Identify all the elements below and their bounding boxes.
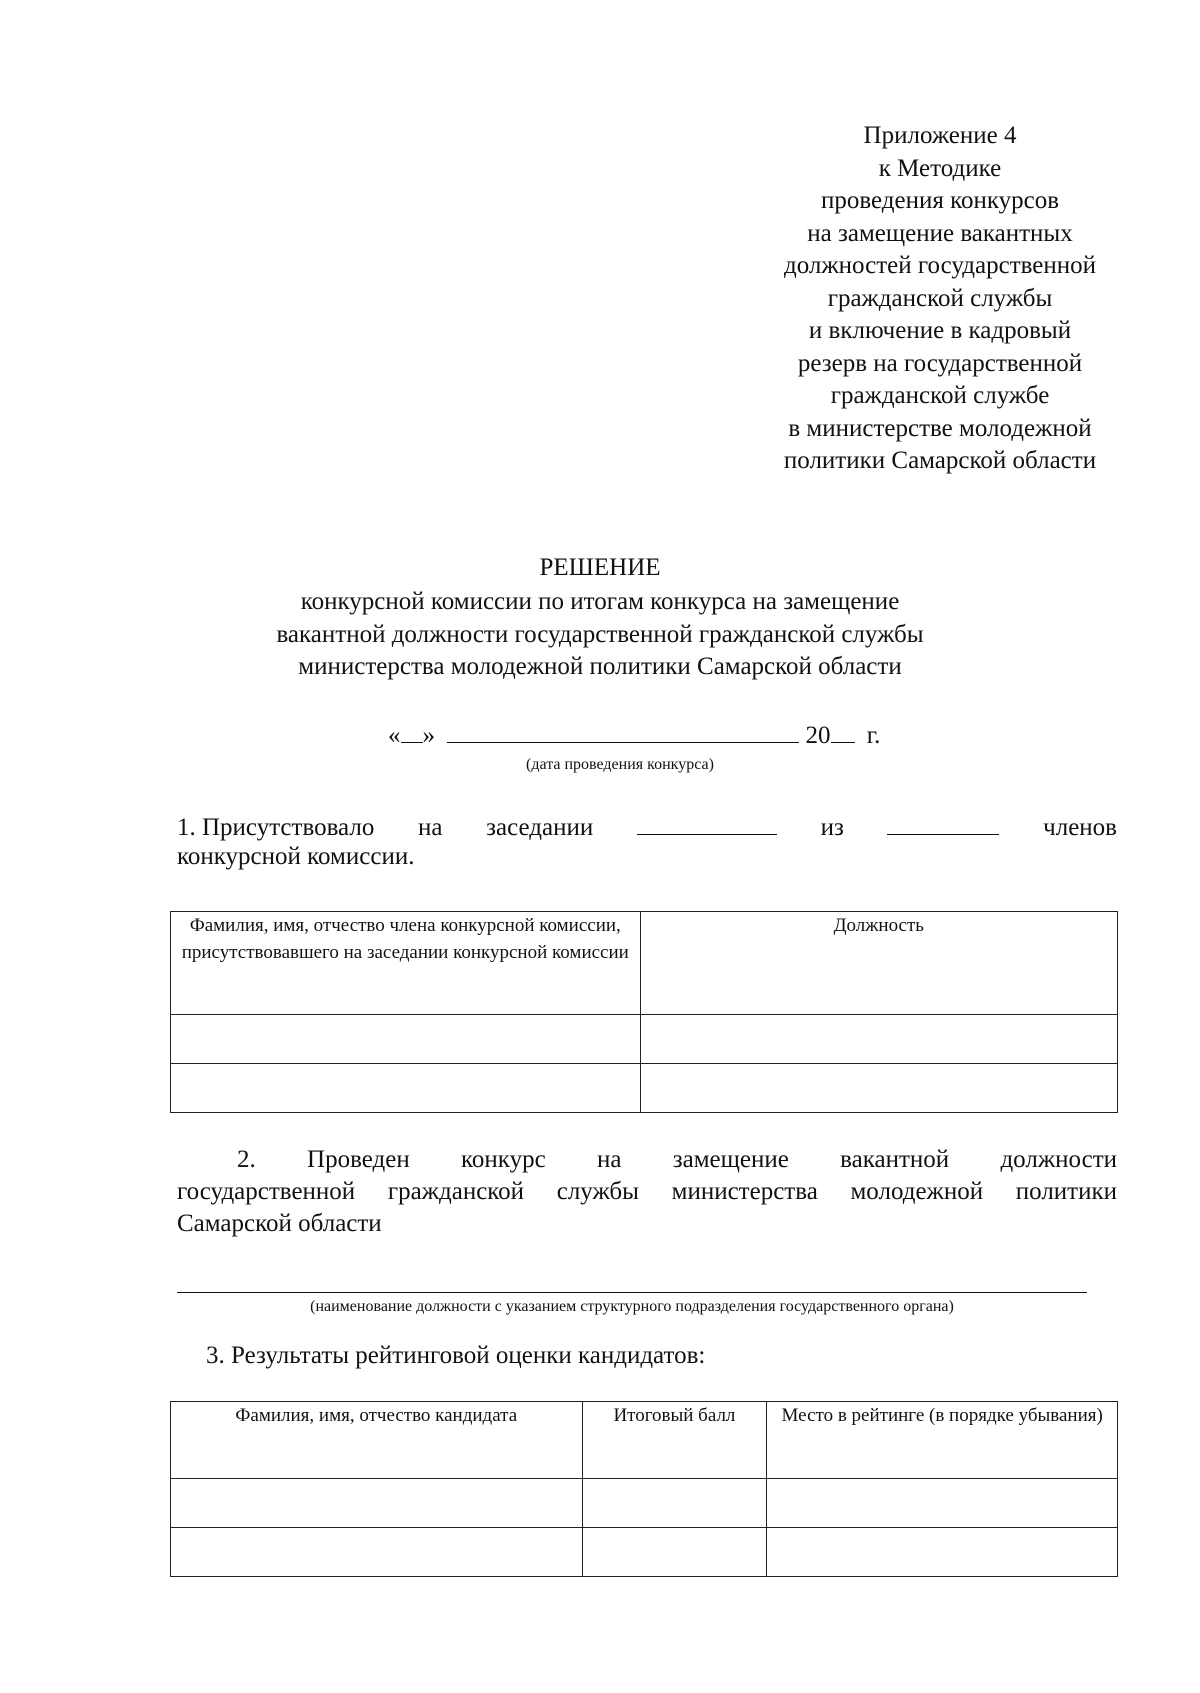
subtitle-line: министерства молодежной политики Самарской области bbox=[298, 653, 902, 680]
section2-line bbox=[177, 1144, 1117, 1176]
day-blank[interactable] bbox=[401, 720, 423, 743]
section2-word: вакантной bbox=[840, 1146, 950, 1173]
month-blank[interactable] bbox=[447, 720, 799, 743]
section2-word: государственной bbox=[177, 1178, 356, 1205]
table-cell[interactable] bbox=[582, 1479, 767, 1528]
appendix-line: должностей государственной bbox=[783, 252, 1097, 279]
table-header-row bbox=[171, 1402, 1118, 1479]
table-cell[interactable] bbox=[582, 1528, 767, 1577]
column-header-member-name: Фамилия, имя, отчество члена конкурсной комиссии, присутствовавшего на заседании конкурсной комиссии bbox=[171, 912, 641, 1015]
appendix-line: в министерстве молодежной bbox=[788, 414, 1092, 442]
section1-continuation: конкурсной комиссии. bbox=[177, 843, 415, 870]
date-line bbox=[388, 720, 880, 751]
section2-word: на bbox=[596, 1146, 622, 1173]
subtitle-line: конкурсной комиссии по итогам конкурса на замещение bbox=[300, 588, 900, 615]
section1-word: из bbox=[820, 814, 844, 841]
column-header-rating-place: Место в рейтинге (в порядке убывания) bbox=[767, 1402, 1118, 1479]
document-subtitle bbox=[200, 586, 1000, 684]
year-blank[interactable] bbox=[831, 720, 855, 743]
commission-members-table bbox=[170, 911, 1118, 1113]
appendix-line: гражданской службы bbox=[827, 284, 1053, 312]
appendix-line: резерв на государственной bbox=[797, 349, 1083, 377]
position-name-caption: (наименование должности с указанием структурного подразделения государственного органа) bbox=[310, 1298, 954, 1315]
appendix-line: гражданской службе bbox=[830, 382, 1050, 409]
section2-line: Самарской области bbox=[177, 1210, 382, 1237]
section2-word: конкурс bbox=[461, 1146, 546, 1173]
section1-word: на bbox=[418, 814, 443, 841]
column-header-total-score: Итоговый балл bbox=[582, 1402, 767, 1479]
date-caption: (дата проведения конкурса) bbox=[526, 756, 714, 773]
section2-paragraph bbox=[177, 1144, 1117, 1240]
appendix-line: проведения конкурсов bbox=[820, 187, 1060, 214]
document-title: РЕШЕНИЕ bbox=[539, 554, 661, 581]
date-open-quote: « bbox=[388, 722, 401, 749]
section3-heading: 3. Результаты рейтинговой оценки кандидатов: bbox=[206, 1342, 706, 1369]
section2-word: молодежной bbox=[850, 1178, 984, 1205]
section2-word: политики bbox=[1015, 1178, 1117, 1205]
appendix-line: Приложение 4 bbox=[863, 122, 1017, 149]
table-header-row bbox=[171, 912, 1118, 1015]
table-cell[interactable] bbox=[171, 1479, 583, 1528]
table-cell[interactable] bbox=[171, 1064, 641, 1113]
subtitle-line: вакантной должности государственной гражданской службы bbox=[276, 620, 924, 648]
appendix-line: к Методике bbox=[878, 154, 1002, 182]
total-count-blank[interactable] bbox=[887, 810, 999, 835]
date-close-quote: » bbox=[422, 722, 435, 749]
section1-word: Присутствовало bbox=[202, 814, 375, 841]
candidate-rating-table bbox=[170, 1401, 1118, 1577]
column-header-candidate-name: Фамилия, имя, отчество кандидата bbox=[171, 1402, 583, 1479]
section1-lead bbox=[177, 813, 374, 843]
table-row bbox=[171, 1479, 1118, 1528]
section2-word: Проведен bbox=[307, 1146, 410, 1173]
section2-word: службы bbox=[556, 1178, 639, 1205]
section2-word: замещение bbox=[672, 1146, 789, 1173]
section1-word: заседании bbox=[486, 814, 594, 841]
section2-number: 2. bbox=[237, 1146, 256, 1173]
table-row bbox=[171, 1528, 1118, 1577]
position-name-blank[interactable] bbox=[177, 1292, 1087, 1293]
section1-word: членов bbox=[1043, 814, 1117, 841]
table-cell[interactable] bbox=[640, 1064, 1117, 1113]
appendix-line: политики Самарской области bbox=[783, 447, 1097, 474]
table-cell[interactable] bbox=[171, 1015, 641, 1064]
table-cell[interactable] bbox=[171, 1528, 583, 1577]
appendix-line: и включение в кадровый bbox=[808, 317, 1072, 344]
appendix-header bbox=[740, 120, 1140, 478]
table-cell[interactable] bbox=[640, 1015, 1117, 1064]
section2-line bbox=[177, 1176, 1117, 1208]
table-row bbox=[171, 1064, 1118, 1113]
year-prefix: 20 bbox=[805, 722, 831, 749]
table-cell[interactable] bbox=[767, 1479, 1118, 1528]
column-header-position: Должность bbox=[640, 912, 1117, 1015]
present-count-blank[interactable] bbox=[637, 810, 777, 835]
section1-number: 1. bbox=[177, 814, 196, 841]
section1-line bbox=[177, 810, 1117, 843]
section2-word: гражданской bbox=[387, 1178, 525, 1205]
table-row bbox=[171, 1015, 1118, 1064]
appendix-line: на замещение вакантных bbox=[807, 219, 1073, 247]
section2-word: министерства bbox=[671, 1178, 818, 1205]
section2-word: должности bbox=[1000, 1146, 1117, 1173]
table-cell[interactable] bbox=[767, 1528, 1118, 1577]
year-suffix: г. bbox=[866, 722, 881, 749]
